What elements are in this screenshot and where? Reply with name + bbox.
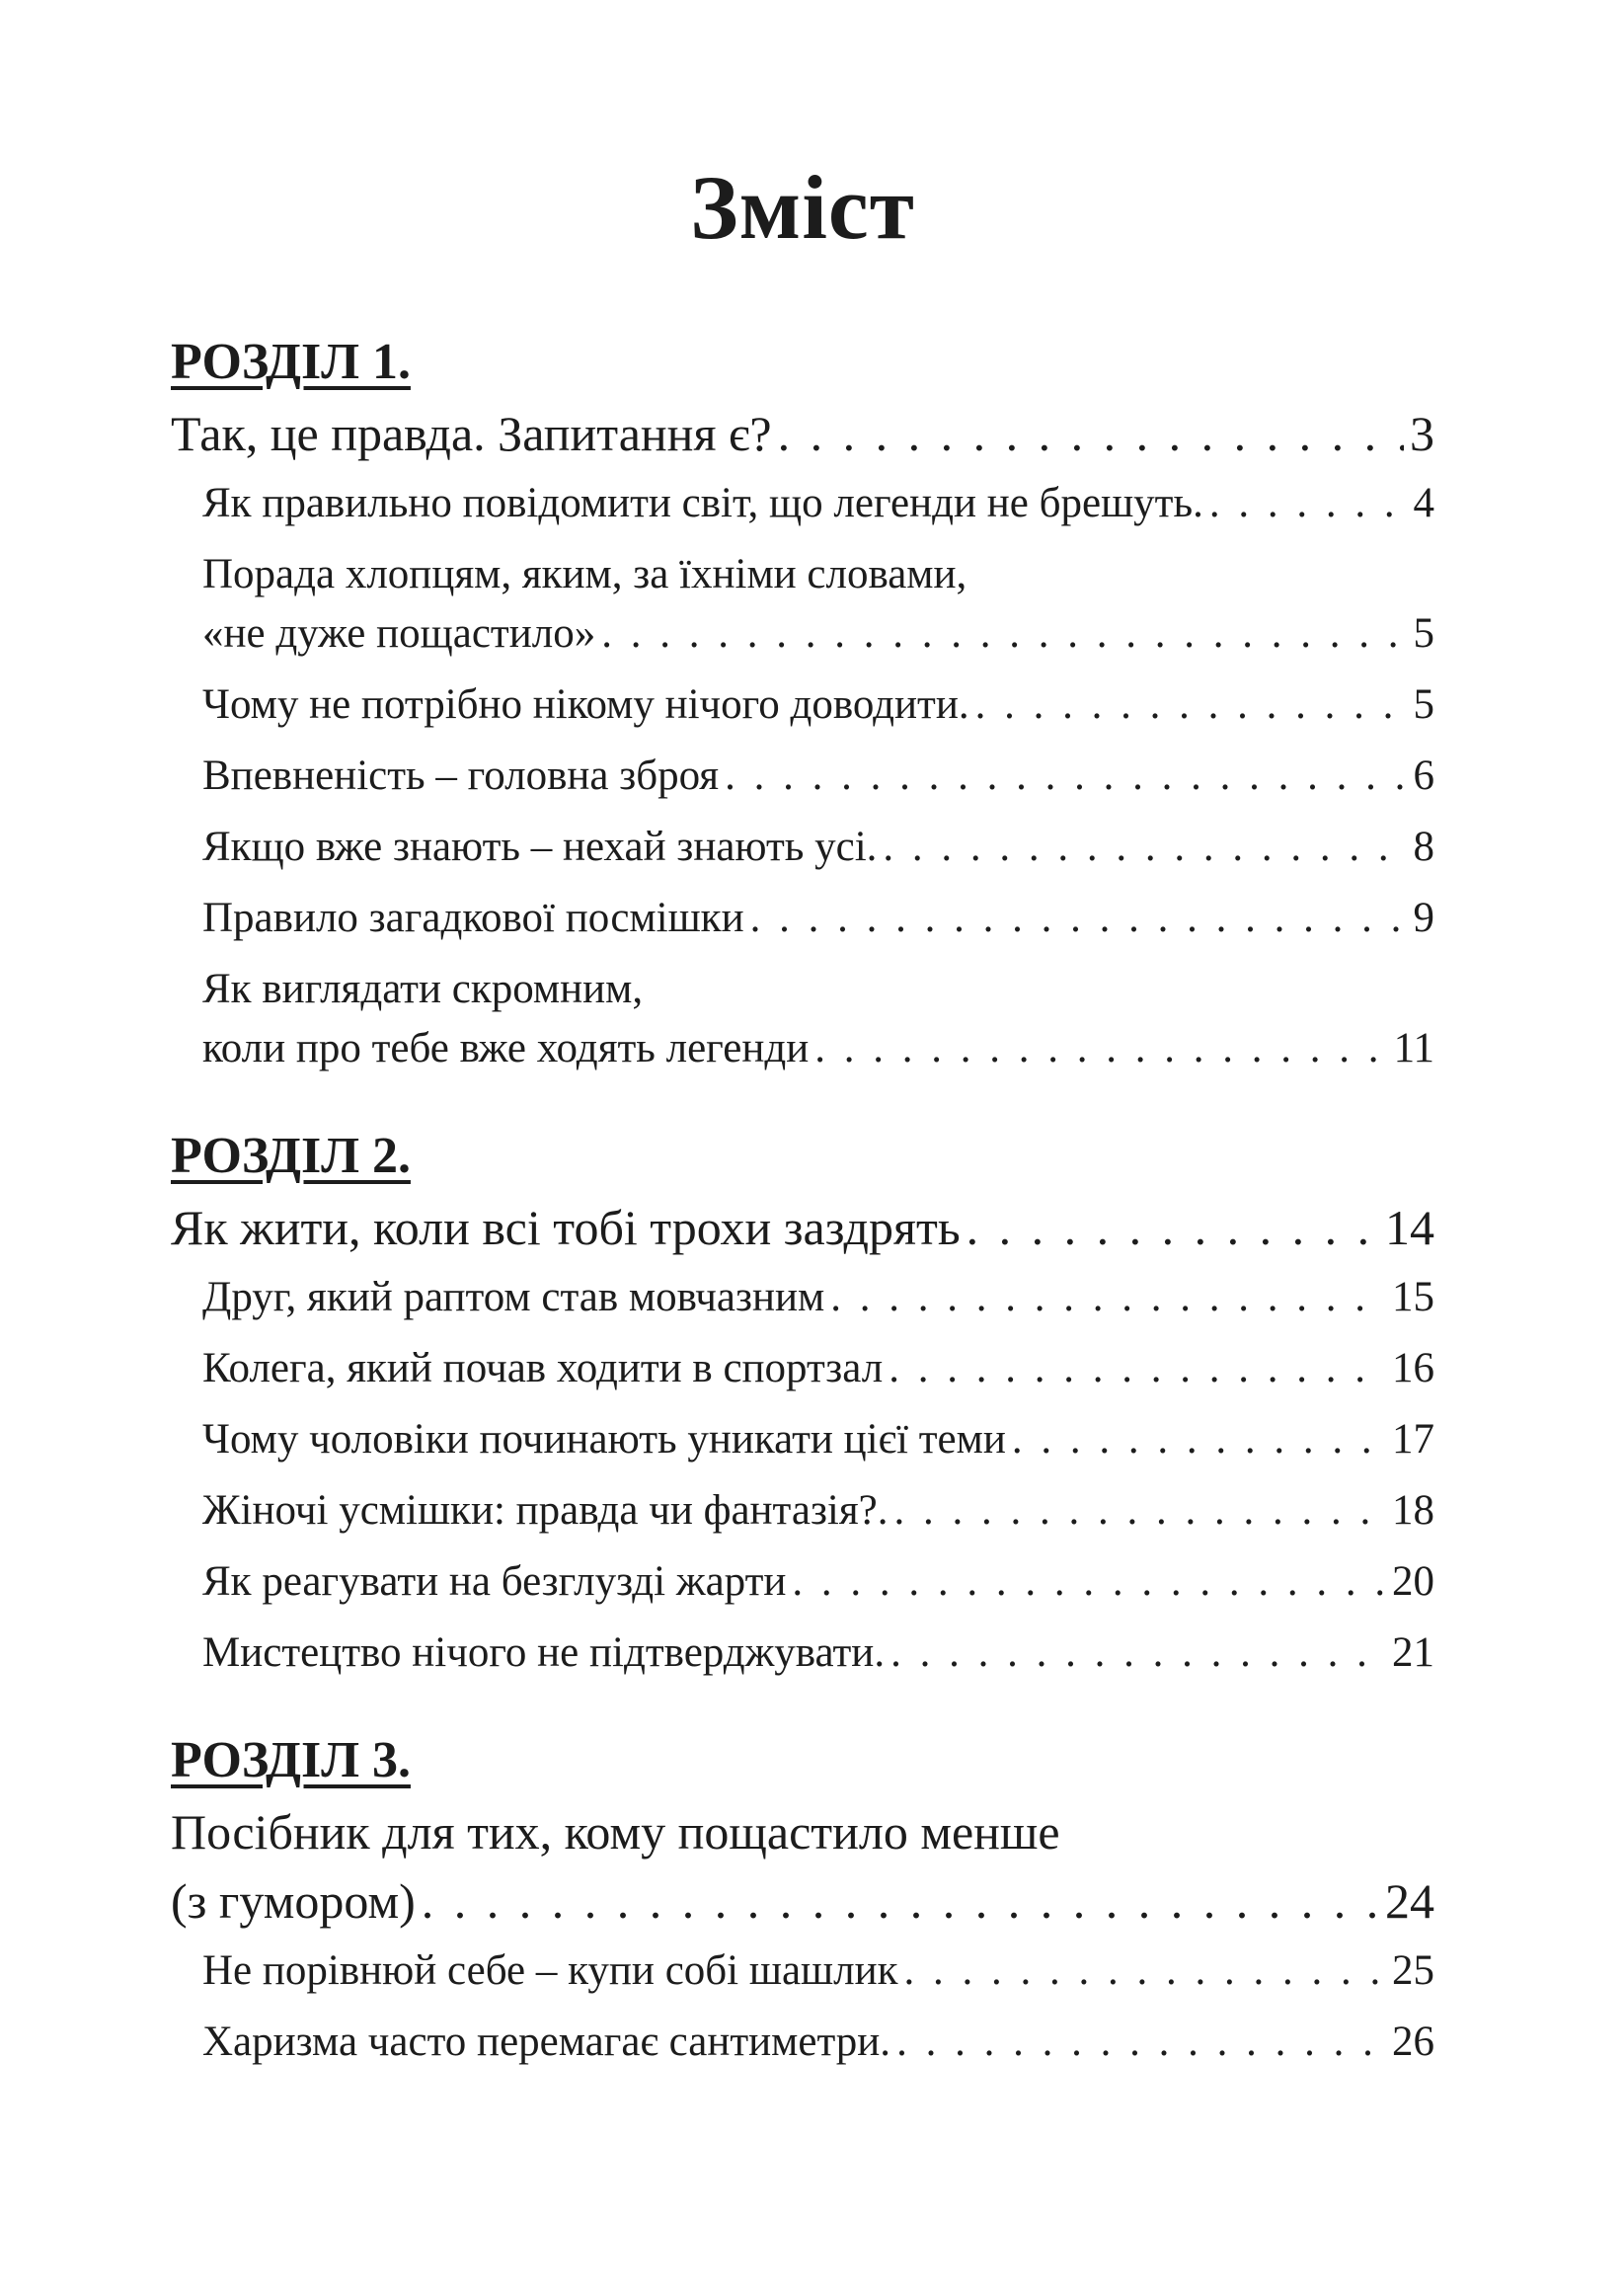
dot-leader [904,1941,1386,2001]
toc-entry-leader-row [202,1623,1434,1683]
toc-entry-title: Жіночі усмішки: правда чи фантазія?. [202,1487,889,1534]
chapter-heading-title: (з гумором) [171,1873,416,1929]
toc-entry-page-number: 20 [1392,1558,1434,1605]
dot-leader [967,1193,1379,1262]
toc-entry-page-number: 11 [1393,1025,1434,1071]
toc-entry-page-number: 17 [1392,1416,1434,1463]
chapter-heading [171,1193,1434,1262]
toc-entry-leader-row [202,675,1434,735]
chapter-heading [171,1797,1434,1936]
toc-entry-title-line1: Порада хлопцям, яким, за їхніми словами, [202,551,967,597]
toc-entry-title: Харизма часто перемагає сантиметри. [202,2019,891,2065]
toc-entry-leader-row [202,889,1434,948]
section-label: РОЗДІЛ 2. [171,1128,411,1184]
toc-entry-leader-row [202,1410,1434,1469]
chapter-heading-page-number: 14 [1385,1200,1434,1255]
toc-entry [202,1941,1434,2001]
toc-entry-title: Як правильно повідомити світ, що легенди не брешуть. [202,480,1203,526]
chapter-heading-title: Як жити, коли всі тобі трохи заздрять [171,1200,961,1255]
toc-entry [202,1268,1434,1327]
toc-entry [202,1339,1434,1398]
dot-leader [1012,1410,1386,1469]
toc-entry-leader-row [202,474,1434,533]
toc-entry-leader-row [202,1019,1434,1078]
section-label: РОЗДІЛ 3. [171,1732,411,1788]
toc-entry-title: Друг, який раптом став мовчазним [202,1274,825,1320]
toc-entry-leader-row [202,2013,1434,2072]
toc-entry-page-number: 21 [1392,1629,1434,1676]
toc-sections [171,328,1434,2072]
dot-leader [792,1552,1386,1612]
toc-entry [202,1481,1434,1541]
dot-leader [883,818,1407,877]
toc-entry [202,545,1434,664]
dot-leader [1209,474,1408,533]
toc-entry [202,818,1434,877]
toc-entry-title: Правило загадкової посмішки [202,895,744,941]
toc-entry [202,1552,1434,1612]
toc-entry [202,889,1434,948]
dot-leader [975,675,1408,735]
toc-entry-title: Мистецтво нічого не підтверджувати. [202,1629,886,1676]
dot-leader [778,399,1404,468]
dot-leader [890,1623,1386,1683]
toc-entry [202,1623,1434,1683]
toc-entry-leader-row [202,1941,1434,2001]
dot-leader [894,1481,1387,1541]
toc-entry-title: «не дуже пощастило» [202,610,596,657]
dot-leader [601,604,1407,664]
toc-entry-leader-row [202,1268,1434,1327]
toc-entry-page-number: 18 [1392,1487,1434,1534]
toc-entry-page-number: 4 [1413,480,1434,526]
toc-entry-title-line1: Як виглядати скромним, [202,966,644,1012]
toc-entry-title: коли про тебе вже ходять легенди [202,1025,810,1071]
toc-section [171,328,1434,1078]
chapter-heading-page-number: 24 [1385,1873,1434,1929]
toc-entry-title: Якщо вже знають – нехай знають усі. [202,824,878,870]
chapter-heading-leader-row [171,1193,1434,1262]
dot-leader [814,1019,1387,1078]
page-title: Зміст [690,157,915,258]
toc-section [171,1726,1434,2072]
toc-entry-page-number: 8 [1413,824,1434,870]
entry-list [171,1941,1434,2072]
section-label: РОЗДІЛ 1. [171,334,411,390]
toc-entry [202,1410,1434,1469]
dot-leader [725,747,1407,806]
toc-entry-leader-row [202,1481,1434,1541]
toc-entry-title: Впевненість – головна зброя [202,752,720,799]
toc-entry-leader-row [202,747,1434,806]
toc-page [171,148,1434,2115]
dot-leader [750,889,1408,948]
toc-entry-leader-row [202,818,1434,877]
entry-list [171,1268,1434,1683]
toc-entry-page-number: 5 [1413,681,1434,728]
chapter-heading-leader-row [171,1866,1434,1936]
dot-leader [896,2013,1386,2072]
toc-entry-title: Чому не потрібно нікому нічого доводити. [202,681,969,728]
toc-entry [202,675,1434,735]
dot-leader [422,1866,1379,1936]
dot-leader [830,1268,1386,1327]
toc-entry [202,2013,1434,2072]
toc-entry-page-number: 5 [1413,610,1434,657]
chapter-heading [171,399,1434,468]
toc-entry [202,960,1434,1078]
toc-entry-title: Не порівнюй себе – купи собі шашлик [202,1947,898,1994]
toc-entry [202,747,1434,806]
toc-entry-title: Як реагувати на безглузді жарти [202,1558,787,1605]
toc-section [171,1122,1434,1683]
chapter-heading-leader-row [171,399,1434,468]
dot-leader [889,1339,1386,1398]
toc-entry-leader-row [202,1552,1434,1612]
toc-entry-page-number: 9 [1413,895,1434,941]
toc-entry-title: Колега, який почав ходити в спортзал [202,1345,884,1391]
chapter-heading-title: Так, це правда. Запитання є? [171,406,772,461]
toc-entry-title: Чому чоловіки починають уникати цієї теми [202,1416,1006,1463]
toc-entry-leader-row [202,1339,1434,1398]
toc-entry-page-number: 26 [1392,2019,1434,2065]
toc-entry-leader-row [202,604,1434,664]
toc-entry-page-number: 16 [1392,1345,1434,1391]
chapter-heading-page-number: 3 [1410,406,1434,461]
toc-entry-page-number: 6 [1413,752,1434,799]
entry-list [171,474,1434,1078]
chapter-heading-title-line1: Посібник для тих, кому пощастило менше [171,1804,1060,1860]
toc-entry [202,474,1434,533]
toc-entry-page-number: 15 [1392,1274,1434,1320]
toc-entry-page-number: 25 [1392,1947,1434,1994]
